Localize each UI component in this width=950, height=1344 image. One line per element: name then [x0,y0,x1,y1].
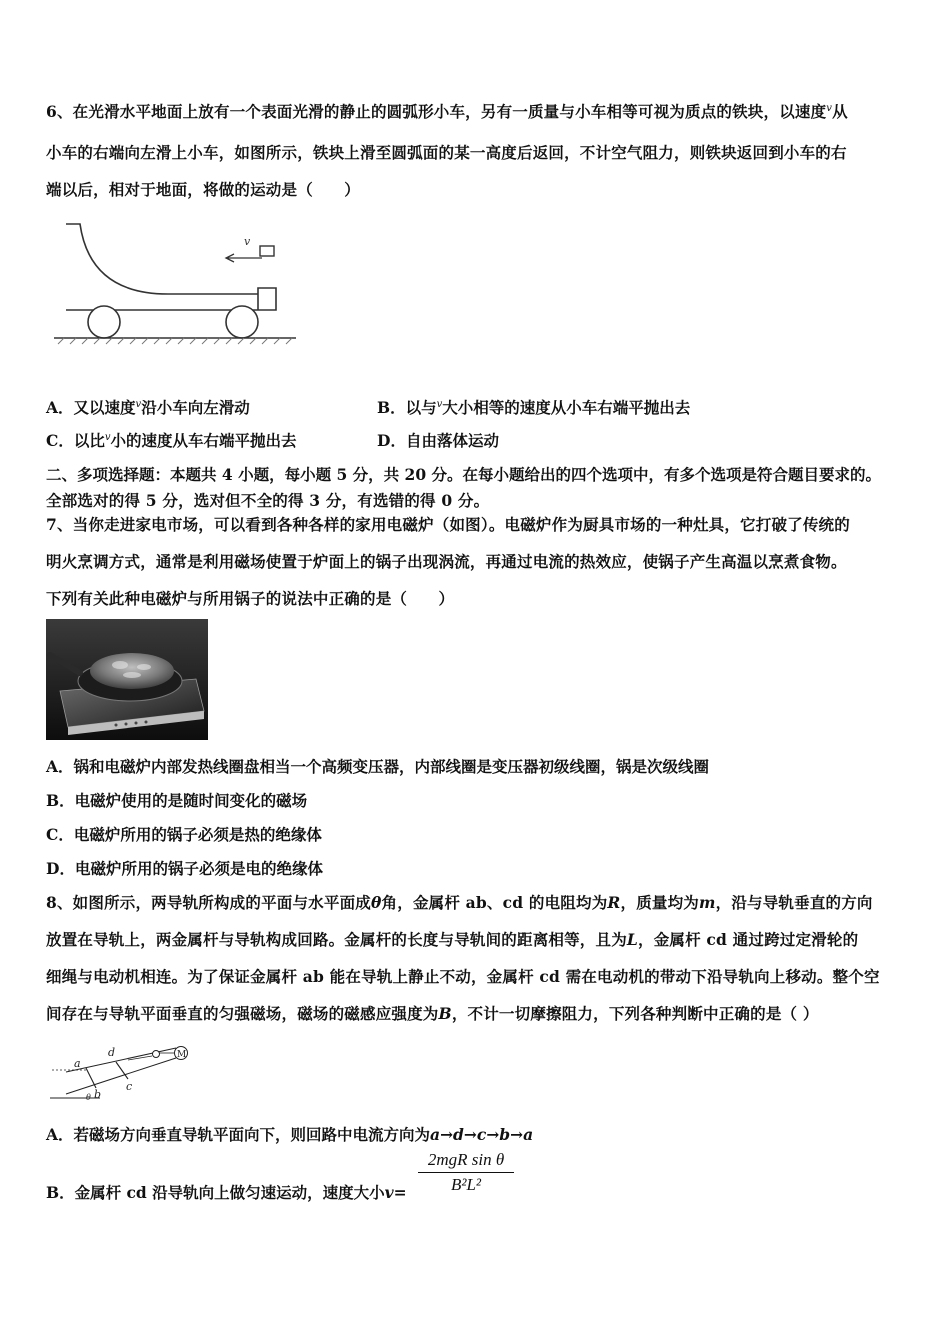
q6-line-3: 端以后，相对于地面，将做的运动是（ ） [46,180,361,199]
svg-text:c: c [126,1080,133,1093]
q6-option-b[interactable]: B．以与$^v$大小相等的速度从小车右端平抛出去 [377,398,691,417]
section2-line-1: 二、多项选择题：本题共 4 小题，每小题 5 分，共 20 分。在每小题给出的四个选项中，有多个选项是符合题目要求的。 [46,465,882,484]
iron-block [260,246,274,256]
svg-text:M: M [177,1050,187,1060]
q7-line-2: 明火烹调方式，通常是利用磁场使置于炉面上的锅子出现涡流，再通过电流的热效应，使锅子产生高温以烹煮食物。 [46,552,847,571]
q8-option-b[interactable]: B．金属杆 cd 沿导轨向上做匀速运动，速度大小v= [46,1183,407,1202]
q8-line-3: 细绳与电动机相连。为了保证金属杆 ab 能在导轨上静止不动，金属杆 cd 需在电动机的带动下沿导轨向上移动。整个空 [46,967,880,986]
velocity-fraction [418,1150,514,1195]
velocity-arrow [226,254,262,262]
q6-option-d[interactable]: D．自由落体运动 [377,431,499,450]
svg-text:a: a [74,1057,81,1070]
q8-line-4: 间存在与导轨平面垂直的匀强磁场，磁场的磁感应强度为B，不计一切摩擦阻力，下列各种判断中正确的是（ ） [46,1004,819,1023]
svg-text:b: b [94,1088,102,1100]
q7-option-a[interactable]: A．锅和电磁炉内部发热线圈盘相当一个高频变压器，内部线圈是变压器初级线圈，锅是次级线圈 [46,757,710,776]
fraction-numerator: 2mgR sin θ [418,1150,514,1173]
q8-line-1: 8、如图所示，两导轨所构成的平面与水平面成θ角，金属杆 ab、cd 的电阻均为R，质量均为m，沿与导轨垂直的方向 [46,893,873,912]
rail-diagram [44,1034,204,1100]
induction-cooker-photo [46,619,208,740]
section2-line-2: 全部选对的得 5 分，选对但不全的得 3 分，有选错的得 0 分。 [46,491,490,510]
q6-line-2: 小车的右端向左滑上小车，如图所示，铁块上滑至圆弧面的某一高度后返回，不计空气阻力，则铁块返回到小车的右 [46,143,847,162]
q6-option-a[interactable]: A．又以速度$^v$沿小车向左滑动 [46,398,250,417]
q7-line-3: 下列有关此种电磁炉与所用锅子的说法中正确的是（ ） [46,589,455,608]
q7-option-d[interactable]: D．电磁炉所用的锅子必须是电的绝缘体 [46,859,323,878]
rod-cd [116,1062,128,1079]
q6-option-c[interactable]: C．以比$^v$小的速度从车右端平抛出去 [46,431,297,450]
q7-option-c[interactable]: C．电磁炉所用的锅子必须是热的绝缘体 [46,825,322,844]
ground-hatching [58,338,292,344]
q8-line-2: 放置在导轨上，两金属杆与导轨构成回路。金属杆的长度与导轨间的距离相等，且为L，金属杆 cd 通过跨过定滑轮的 [46,930,859,949]
velocity-label: v [244,235,251,248]
cart-figure [50,218,300,350]
q8-option-a[interactable]: A．若磁场方向垂直导轨平面向下，则回路中电流方向为a→d→c→b→a [46,1125,534,1144]
svg-text:d: d [108,1046,116,1059]
cart-wheel-right [226,306,258,338]
q6-line-1: 6、在光滑水平地面上放有一个表面光滑的静止的圆弧形小车，另有一质量与小车相等可视为质点的铁块，以速度$^v$从 [46,102,848,121]
q7-option-b[interactable]: B．电磁炉使用的是随时间变化的磁场 [46,791,308,810]
cart-wheel-left [88,306,120,338]
q6-v-symbol: v [826,102,833,114]
pulley [153,1051,160,1058]
rod-ab [86,1068,96,1088]
svg-text:θ: θ [86,1093,91,1100]
q7-line-1: 7、当你走进家电市场，可以看到各种各样的家用电磁炉（如图）。电磁炉作为厨具市场的一种灶具，它打破了传统的 [46,515,850,534]
food [90,653,174,689]
fraction-denominator: B²L² [450,1175,482,1194]
rail-lower [66,1058,176,1094]
